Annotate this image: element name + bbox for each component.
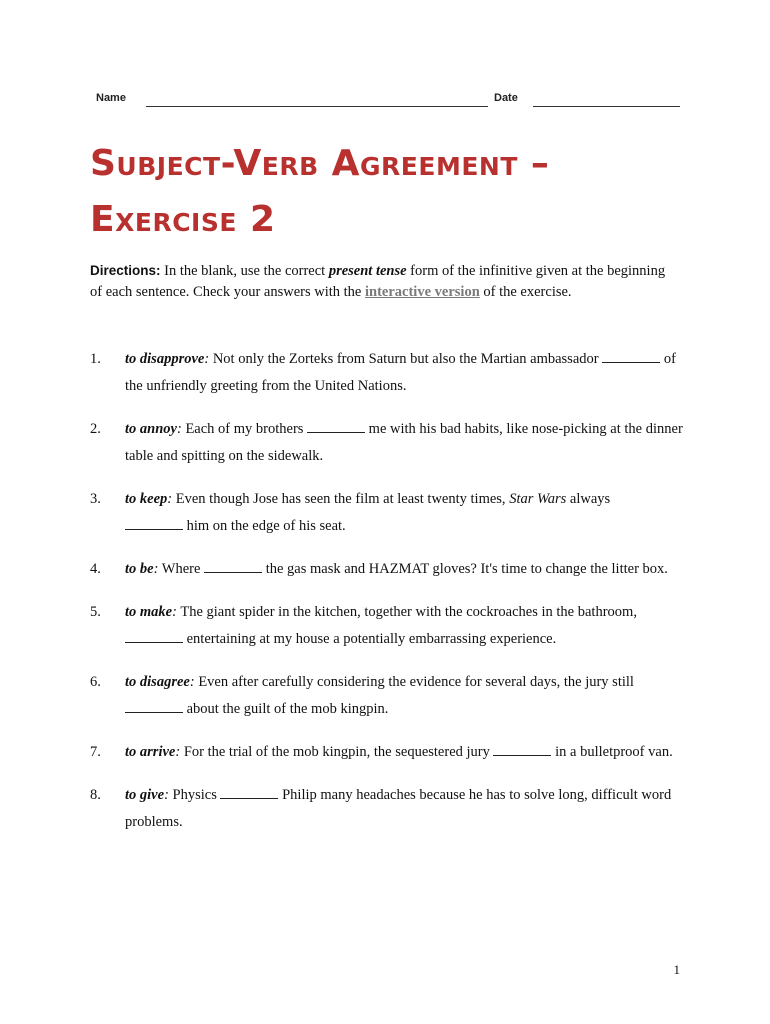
- directions-label: Directions:: [90, 263, 161, 278]
- item-verb: to disagree: [125, 674, 190, 690]
- item-verb: to annoy: [125, 421, 177, 437]
- item-text-before: Each of my brothers: [181, 421, 308, 437]
- item-verb: to keep: [125, 491, 168, 507]
- page-title: [90, 136, 710, 248]
- item-text-before: For the trial of the mob kingpin, the sequestered jury: [180, 744, 494, 760]
- item-text-after: him on the edge of his seat.: [183, 518, 346, 534]
- item-text-after: of the unfriendly greeting from the United Nations.: [125, 351, 676, 394]
- item-number: 4.: [90, 561, 101, 577]
- directions-text-3: of the exercise.: [479, 284, 572, 300]
- name-label: Name: [96, 92, 126, 104]
- answer-blank[interactable]: [307, 418, 365, 433]
- answer-blank[interactable]: [125, 515, 183, 530]
- item-text-after: Philip many headaches because he has to solve long, difficult word problems.: [125, 787, 672, 830]
- title-line-2: Exercise 2: [90, 199, 276, 240]
- answer-blank[interactable]: [493, 741, 551, 756]
- item-number: 3.: [90, 491, 101, 507]
- item-text-after: me with his bad habits, like nose-picking at the dinner table and spitting on the sidewalk.: [125, 421, 683, 464]
- exercise-list: [90, 346, 690, 852]
- item-text-before: Physics: [168, 787, 221, 803]
- name-field[interactable]: [146, 106, 488, 107]
- interactive-version-link[interactable]: interactive version: [365, 284, 480, 300]
- item-italic-title: Star Wars: [509, 491, 567, 507]
- item-verb: to disapprove: [125, 351, 205, 367]
- item-verb: to arrive: [125, 744, 176, 760]
- answer-blank[interactable]: [220, 784, 278, 799]
- item-text-before: Where: [158, 561, 205, 577]
- exercise-item: 5. to make: The giant spider in the kitchen, together with the cockroaches in the bathroom, entertaining at my house a potentially embarrassing experience.: [90, 599, 690, 653]
- page-number: 1: [673, 962, 680, 977]
- exercise-item: 3. to keep: Even though Jose has seen the film at least twenty times, Star Wars always him on the edge of his seat.: [90, 486, 690, 540]
- directions-emphasis: present tense: [328, 263, 407, 279]
- item-text-before-2: always: [566, 491, 611, 507]
- exercise-item: 1. to disapprove: Not only the Zorteks from Saturn but also the Martian ambassador of the unfriendly greeting from the United Nations.: [90, 346, 690, 400]
- item-text-before: Even after carefully considering the evidence for several days, the jury still: [194, 674, 634, 690]
- item-number: 8.: [90, 787, 101, 803]
- item-number: 5.: [90, 604, 101, 620]
- exercise-item: 7. to arrive: For the trial of the mob kingpin, the sequestered jury in a bulletproof van.: [90, 739, 690, 766]
- item-text-before: Not only the Zorteks from Saturn but also the Martian ambassador: [209, 351, 603, 367]
- date-field[interactable]: [533, 106, 680, 107]
- item-text-after: entertaining at my house a potentially embarrassing experience.: [183, 631, 557, 647]
- item-verb: to be: [125, 561, 154, 577]
- item-text-after: in a bulletproof van.: [551, 744, 673, 760]
- item-text-before: Even though Jose has seen the film at least twenty times,: [172, 491, 510, 507]
- title-line-1: Subject-Verb Agreement –: [90, 143, 550, 184]
- answer-blank[interactable]: [125, 698, 183, 713]
- item-text-after: the gas mask and HAZMAT gloves? It's time to change the litter box.: [262, 561, 668, 577]
- exercise-item: 4. to be: Where the gas mask and HAZMAT gloves? It's time to change the litter box.: [90, 556, 690, 583]
- item-text-after: about the guilt of the mob kingpin.: [183, 701, 389, 717]
- item-verb: to make: [125, 604, 173, 620]
- answer-blank[interactable]: [204, 558, 262, 573]
- directions-text-2: form of the infinitive given at the beginning of each sentence. Check your answers with the: [90, 263, 666, 300]
- item-number: 1.: [90, 351, 101, 367]
- item-verb: to give: [125, 787, 165, 803]
- exercise-item: 2. to annoy: Each of my brothers me with his bad habits, like nose-picking at the dinner table and spitting on the sidewalk.: [90, 416, 690, 470]
- item-text-before: The giant spider in the kitchen, together with the cockroaches in the bathroom,: [176, 604, 637, 620]
- item-number: 7.: [90, 744, 101, 760]
- directions-text-1: In the blank, use the correct: [160, 263, 329, 279]
- date-label: Date: [494, 92, 518, 104]
- exercise-item: 6. to disagree: Even after carefully considering the evidence for several days, the jury still about the guilt of the mob kingpin.: [90, 669, 690, 723]
- item-number: 2.: [90, 421, 101, 437]
- exercise-item: 8. to give: Physics Philip many headaches because he has to solve long, difficult word problems.: [90, 782, 690, 836]
- item-number: 6.: [90, 674, 101, 690]
- directions: [90, 260, 680, 303]
- answer-blank[interactable]: [125, 628, 183, 643]
- answer-blank[interactable]: [602, 348, 660, 363]
